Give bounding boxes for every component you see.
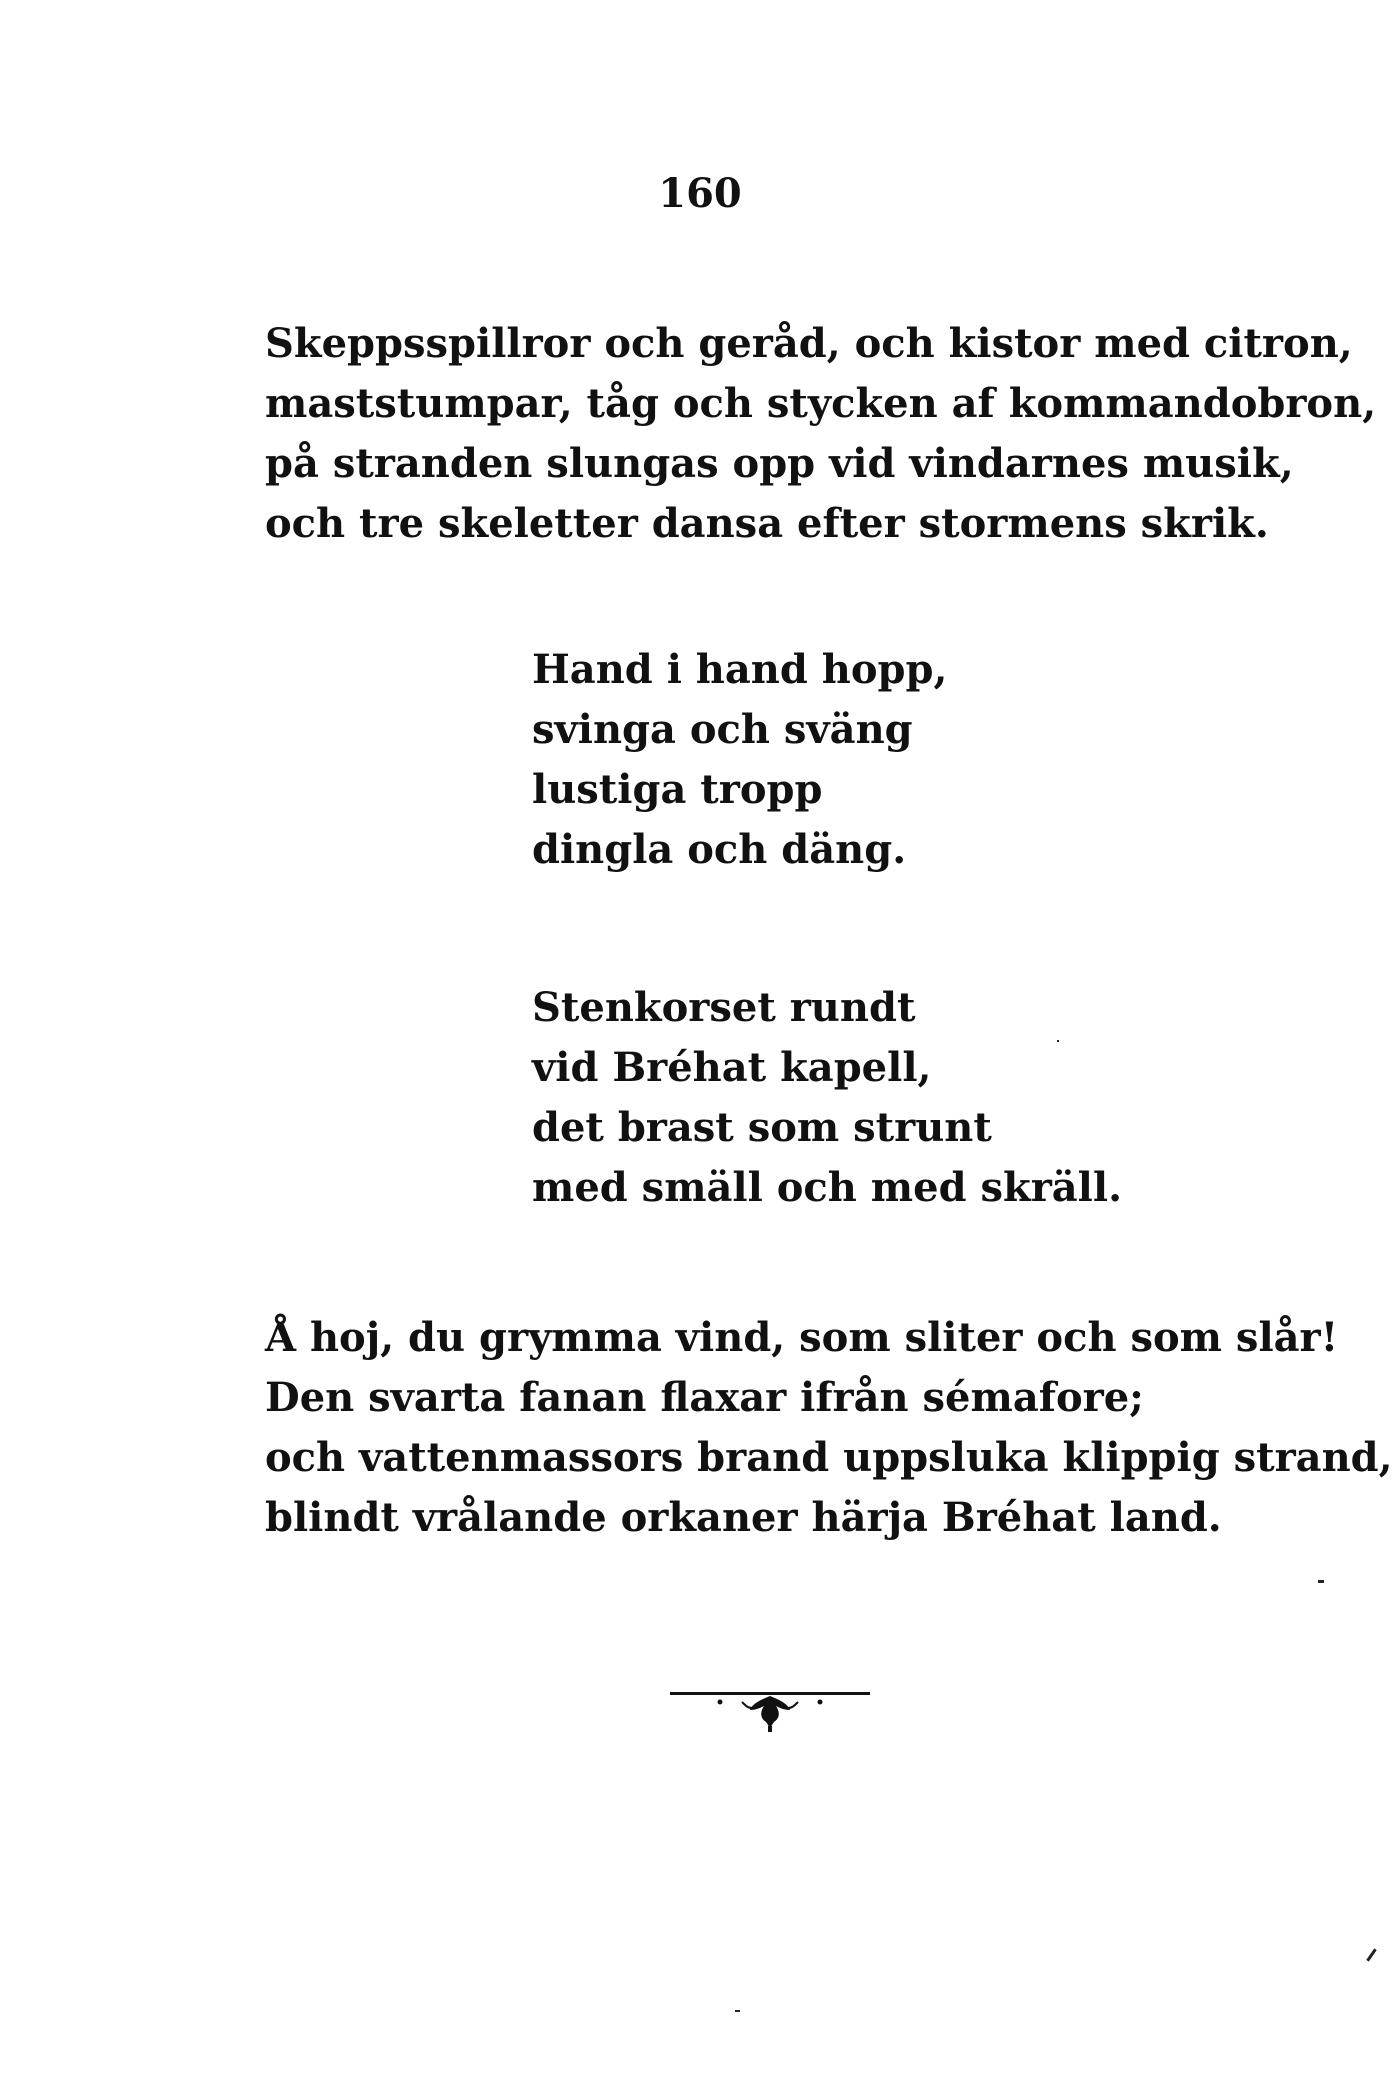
verse-line: Den svarta fanan flaxar ifrån sémafore;: [265, 1374, 1144, 1421]
print-speck: [1366, 1948, 1376, 1961]
verse-line: lustiga tropp: [532, 766, 823, 813]
print-speck: [1057, 1040, 1059, 1042]
verse-line: med smäll och med skräll.: [532, 1164, 1122, 1211]
stanza-3: [532, 978, 1122, 1218]
verse-line: Hand i hand hopp,: [532, 646, 948, 693]
verse-line: svinga och sväng: [532, 706, 913, 753]
verse-line: och tre skeletter dansa efter stormens skrik.: [265, 500, 1269, 547]
stanza-2: [532, 640, 947, 880]
stanza-1: [265, 314, 1376, 554]
verse-line: dingla och däng.: [532, 826, 907, 873]
print-speck: [735, 2010, 740, 2012]
fleuron-ornament-icon: [660, 1688, 880, 1748]
verse-line: vid Bréhat kapell,: [532, 1044, 932, 1091]
verse-line: och vattenmassors brand uppsluka klippig strand,: [265, 1434, 1393, 1481]
stanza-4: [265, 1308, 1393, 1548]
verse-line: blindt vrålande orkaner härja Bréhat land.: [265, 1494, 1222, 1541]
verse-line: Stenkorset rundt: [532, 984, 916, 1031]
verse-line: det brast som strunt: [532, 1104, 992, 1151]
fleuron-ornament-svg: [660, 1688, 880, 1748]
verse-line: Å hoj, du grymma vind, som sliter och som slår!: [265, 1314, 1339, 1361]
verse-line: Skeppsspillror och geråd, och kistor med citron,: [265, 320, 1353, 367]
page-number: 160: [658, 170, 742, 217]
print-speck: [1318, 1580, 1324, 1583]
verse-line: på stranden slungas opp vid vindarnes musik,: [265, 440, 1294, 487]
verse-line: maststumpar, tåg och stycken af kommandobron,: [265, 380, 1377, 427]
